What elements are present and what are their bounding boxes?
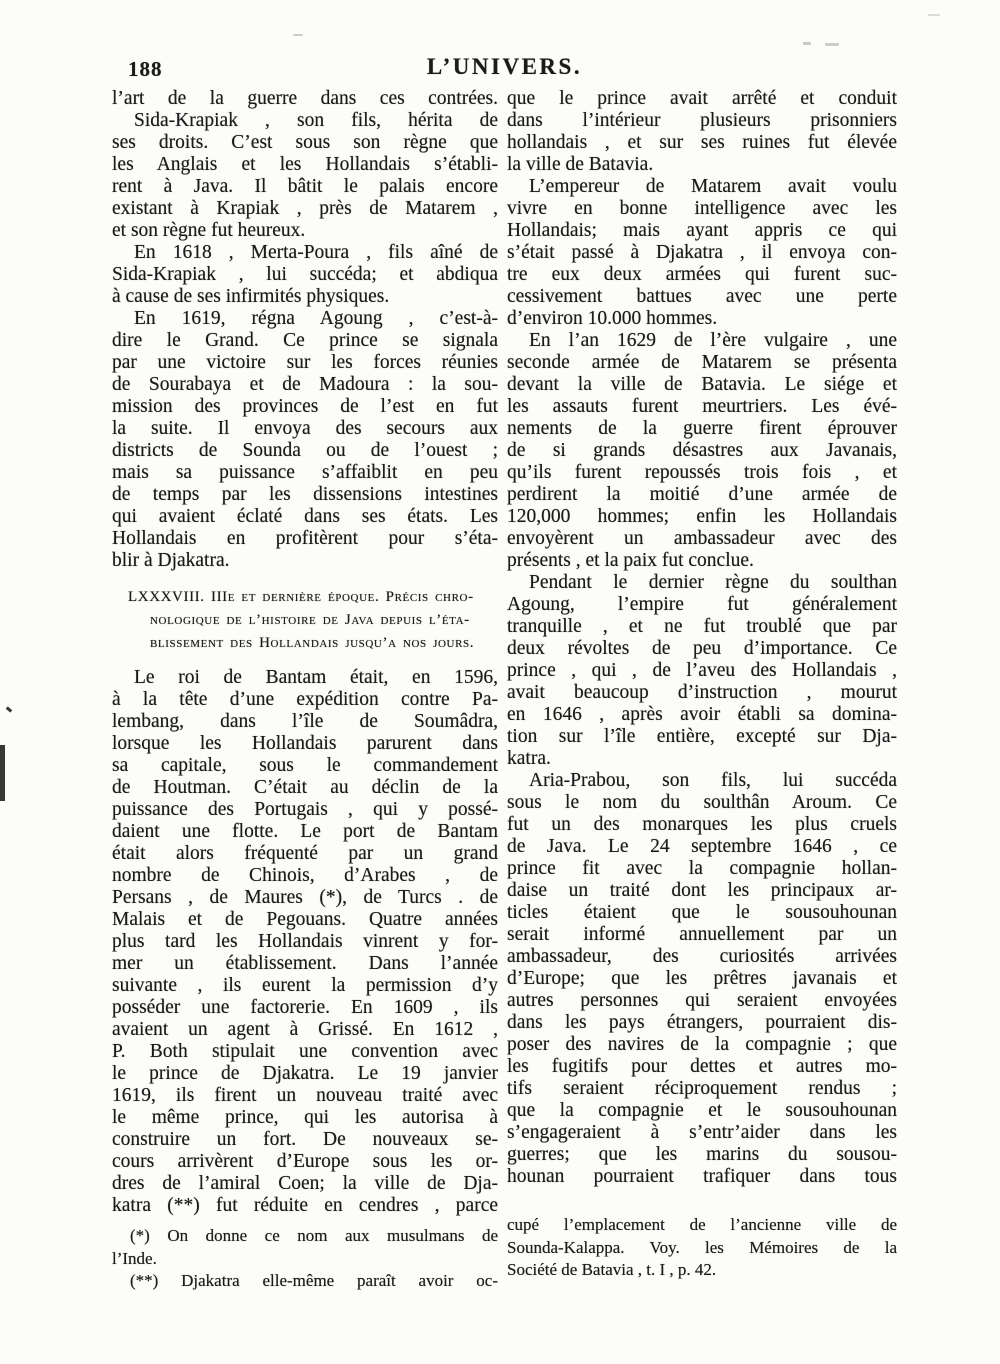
- text-line: de temps par les dissensions intestines: [112, 484, 498, 505]
- text-line: nologique de l’histoire de Java depuis l’éta-: [150, 612, 470, 628]
- text-line: de Java. Le 24 septembre 1646 , ce: [507, 836, 897, 857]
- text-line: seconde armée de Matarem se présenta: [507, 352, 897, 373]
- text-line: le prince de Djakatra. Le 19 janvier: [112, 1063, 498, 1084]
- text-line: katra (**) fut réduite en cendres , parce: [112, 1195, 498, 1216]
- left-footnotes: [112, 1225, 498, 1293]
- text-line: En 1619, régna Agoung , c’est-à-: [134, 308, 498, 329]
- page-header: [112, 54, 897, 86]
- paragraph: [112, 110, 498, 242]
- text-line: de si grands désastres aux Javanais,: [507, 440, 897, 461]
- text-line: tifs seraient réciproquement rendus ;: [507, 1078, 897, 1099]
- text-line: Aria-Prabou, son fils, lui succéda: [529, 770, 897, 791]
- text-line: la ville de Batavia.: [507, 154, 654, 175]
- scan-edge-mark: [6, 706, 13, 712]
- text-line: puissance des Portugais , qui y possé-: [112, 799, 498, 820]
- text-line: que la compagnie et le sousouhounan: [507, 1100, 897, 1121]
- text-line: Société de Batavia , t. I , p. 42.: [507, 1260, 717, 1279]
- text-line: Sida-Krapiak , lui succéda; et abdiqua: [112, 264, 498, 285]
- text-line: 120,000 hommes; enfin les Hollandais: [507, 506, 897, 527]
- text-line: mission des provinces de l’est en fut: [112, 396, 498, 417]
- text-line: Sida-Krapiak , son fils, hérita de: [134, 110, 498, 131]
- text-line: de Houtman. C’était au déclin de la: [112, 777, 498, 798]
- text-line: lorsque les Hollandais parurent dans: [112, 733, 498, 754]
- text-line: de Sourabaya et de Madoura : la sou-: [112, 374, 498, 395]
- text-line: (**) Djakatra elle-même paraît avoir oc-: [130, 1271, 498, 1290]
- text-line: dans l’intérieur plusieurs prisonniers: [507, 110, 897, 131]
- left-column: [112, 88, 498, 1293]
- right-column: [507, 88, 897, 1293]
- page-number: 188: [128, 57, 163, 81]
- text-line: présents , et la paix fut conclue.: [507, 550, 754, 571]
- paragraph: [112, 667, 498, 1217]
- left-body-top: [112, 88, 498, 572]
- paragraph: [507, 330, 897, 572]
- text-line: Malais et de Pegouans. Quatre années: [112, 909, 498, 930]
- text-line: et son règne fut heureux.: [112, 220, 306, 241]
- text-line: nombre de Chinois, d’Arabes , de: [112, 865, 498, 886]
- text-line: LXXXVIII. IIIe et dernière époque. Précis chro-: [128, 589, 474, 605]
- text-line: à cause de ses infirmités physiques.: [112, 286, 390, 307]
- paragraph: [112, 1225, 498, 1270]
- right-body: [507, 88, 897, 1188]
- paragraph: [112, 308, 498, 572]
- text-line: serait informé annuellement par un: [507, 924, 897, 945]
- text-line: Hollandais; mais ayant appris ce qui: [507, 220, 897, 241]
- text-columns: [112, 88, 897, 1293]
- text-line: Agoung, l’empire fut généralement: [507, 594, 897, 615]
- text-line: dres de l’amiral Coen; la ville de Dja-: [112, 1173, 498, 1194]
- text-line: qu’ils furent repoussés trois fois , et: [507, 462, 897, 483]
- text-line: dans les pays étrangers, pourraient dis-: [507, 1012, 897, 1033]
- paragraph: [507, 176, 897, 330]
- text-line: En l’an 1629 de l’ère vulgaire , une: [529, 330, 897, 351]
- text-line: (*) On donne ce nom aux musulmans de: [130, 1226, 498, 1245]
- text-line: ambassadeur, des curiosités arrivées: [507, 946, 897, 967]
- text-line: poser des navires de la compagnie ; que: [507, 1034, 897, 1055]
- scan-speckle: [803, 42, 811, 45]
- text-line: sa capitale, sous le commandement: [112, 755, 498, 776]
- text-line: cours arrivèrent d’Europe sous les or-: [112, 1151, 498, 1172]
- text-line: Hollandais en profitèrent pour s’éta-: [112, 528, 498, 549]
- text-line: ses droits. C’est sous son règne que: [112, 132, 498, 153]
- text-line: prince , qui , de l’aveu des Hollandais ,: [507, 660, 897, 681]
- scan-edge-mark: [0, 745, 5, 801]
- text-line: l’Inde.: [112, 1248, 157, 1268]
- text-line: était alors fréquenté par un grand: [112, 843, 498, 864]
- text-line: suivante , ils eurent la permission d’y: [112, 975, 498, 996]
- text-line: 1619, ils firent un nouveau traité avec: [112, 1085, 498, 1106]
- text-line: tranquille , et ne fut troublé que par: [507, 616, 897, 637]
- text-line: autres personnes qui seraient envoyées: [507, 990, 897, 1011]
- text-line: katra.: [507, 748, 551, 769]
- paragraph: [112, 88, 498, 110]
- paragraph: [112, 242, 498, 308]
- text-line: hollandais , et sur ses ruines fut élevée: [507, 132, 897, 153]
- text-line: prince fit avec la compagnie hollan-: [507, 858, 897, 879]
- text-line: lembang, dans l’île de Soumâdra,: [112, 711, 498, 732]
- text-line: tre eux deux armées qui furent suc-: [507, 264, 897, 285]
- text-line: guerres; que les marins du sousou-: [507, 1144, 897, 1165]
- text-line: posséder une factorerie. En 1609 , ils: [112, 997, 498, 1018]
- text-line: perdirent la moitié d’une armée de: [507, 484, 897, 505]
- text-line: deux révoltes de peu d’importance. Ce: [507, 638, 897, 659]
- text-line: fut un des monarques les plus cruels: [507, 814, 897, 835]
- text-line: d’environ 10.000 hommes.: [507, 308, 718, 329]
- text-line: ticles étaient que le sousouhounan: [507, 902, 897, 923]
- text-line: s’engageraient à s’entr’aider dans les: [507, 1122, 897, 1143]
- text-line: daient une flotte. Le port de Bantam: [112, 821, 498, 842]
- text-line: nements de la guerre firent éprouver: [507, 418, 897, 439]
- text-line: plus tard les Hollandais vinrent y for-: [112, 931, 498, 952]
- text-line: districts de Sounda ou de l’ouest ;: [112, 440, 498, 461]
- text-line: la suite. Il envoya des secours aux: [112, 418, 498, 439]
- text-line: s’était passé à Djakatra , il envoya con-: [507, 242, 897, 263]
- section-heading: [112, 586, 498, 655]
- text-line: Le roi de Bantam était, en 1596,: [134, 667, 498, 688]
- text-line: daise un traité dont les principaux ar-: [507, 880, 897, 901]
- text-line: à la tête d’une expédition contre Pa-: [112, 689, 498, 710]
- text-line: rent à Java. Il bâtit le palais encore: [112, 176, 498, 197]
- left-body-bottom: [112, 667, 498, 1217]
- text-line: Persans , de Maures (*), de Turcs . de: [112, 887, 498, 908]
- text-line: envoyèrent un ambassadeur avec des: [507, 528, 897, 549]
- text-line: blir à Djakatra.: [112, 550, 230, 571]
- text-line: devant la ville de Batavia. Le siége et: [507, 374, 897, 395]
- text-line: L’empereur de Matarem avait voulu: [529, 176, 897, 197]
- text-line: Pendant le dernier règne du soulthan: [529, 572, 897, 593]
- text-line: hounan pourraient trafiquer dans tous: [507, 1166, 897, 1187]
- paragraph: [507, 770, 897, 1188]
- text-line: cupé l’emplacement de l’ancienne ville de: [507, 1215, 897, 1234]
- text-line: le même prince, qui les autorisa à: [112, 1107, 498, 1128]
- text-line: construire un fort. De nouveaux se-: [112, 1129, 498, 1150]
- text-line: les assauts furent meurtriers. Les évé-: [507, 396, 897, 417]
- text-line: par une victoire sur les forces réunies: [112, 352, 498, 373]
- running-title: L’UNIVERS.: [426, 54, 583, 79]
- right-footnotes: [507, 1214, 897, 1282]
- text-line: P. Both stipulait une convention avec: [112, 1041, 498, 1062]
- text-line: les Anglais et les Hollandais s’établi-: [112, 154, 498, 175]
- text-line: avait beaucoup d’instruction , mourut: [507, 682, 897, 703]
- text-line: existant à Krapiak , près de Matarem ,: [112, 198, 498, 219]
- scan-speckle: [928, 14, 940, 16]
- text-line: d’Europe; que les prêtres javanais et: [507, 968, 897, 989]
- text-line: Sounda-Kalappa. Voy. les Mémoires de la: [507, 1237, 897, 1257]
- text-line: avaient un agent à Grissé. En 1612 ,: [112, 1019, 498, 1040]
- text-line: mais sa puissance s’affaiblit en peu: [112, 462, 498, 483]
- text-line: tion sur l’île entière, excepté sur Dja-: [507, 726, 897, 747]
- text-line: mer un établissement. Dans l’année: [112, 953, 498, 974]
- text-line: en 1646 , après avoir établi sa domina-: [507, 704, 897, 725]
- paragraph: [507, 1214, 897, 1282]
- text-line: vivre en bonne intelligence avec les: [507, 198, 897, 219]
- text-line: blissement des Hollandais jusqu’a nos jours.: [150, 635, 475, 651]
- text-line: sous le nom du soulthân Aroum. Ce: [507, 792, 897, 813]
- paragraph: [112, 1270, 498, 1293]
- text-line: dire le Grand. Ce prince se signala: [112, 330, 498, 351]
- text-line: En 1618 , Merta-Poura , fils aîné de: [134, 242, 498, 263]
- scan-speckle: [825, 43, 839, 46]
- paragraph: [507, 572, 897, 770]
- text-line: que le prince avait arrêté et conduit: [507, 88, 897, 109]
- scan-speckle: [293, 34, 303, 36]
- text-line: qui avaient éclaté dans ses états. Les: [112, 506, 498, 527]
- text-line: les fugitifs pour dettes et autres mo-: [507, 1056, 897, 1077]
- paragraph: [507, 88, 897, 176]
- paragraph: [112, 586, 498, 655]
- text-line: l’art de la guerre dans ces contrées.: [112, 88, 498, 109]
- text-line: cessivement battues avec une perte: [507, 286, 897, 307]
